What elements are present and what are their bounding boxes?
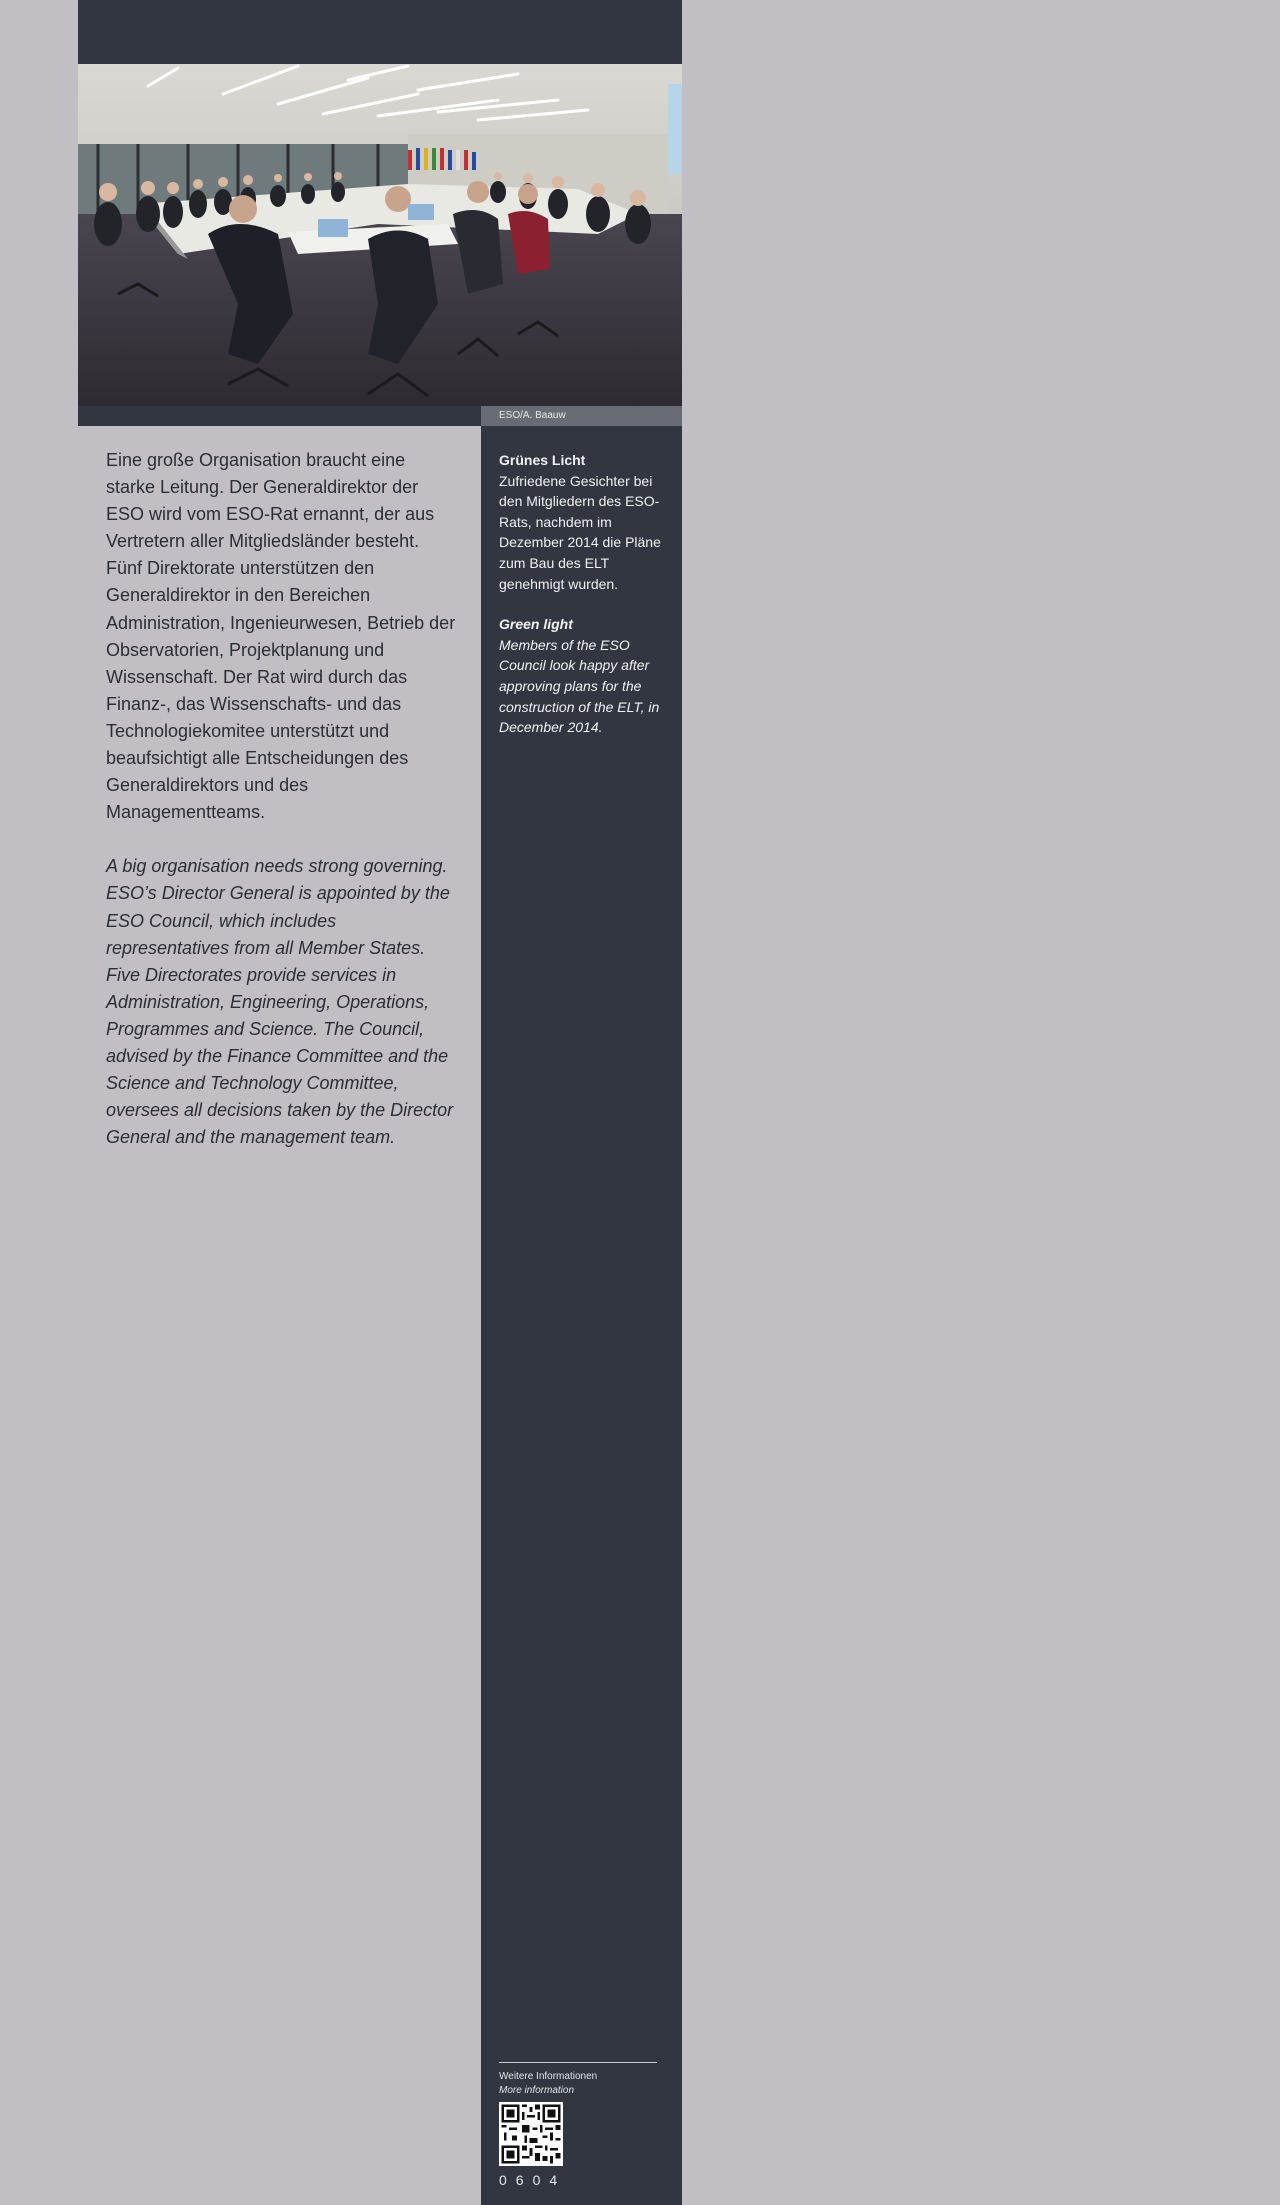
photo-caption bbox=[499, 450, 669, 738]
more-info-label-en: More information bbox=[499, 2085, 575, 2096]
photo-bottom-strip bbox=[78, 406, 481, 426]
main-text-en: A big organisation needs strong governing. ESO’s Director General is appointed by the ESO Council, which includes representatives from all Member States. Five Directorates provide services in Administration, Engineering, Operations, Programmes and Science. The Council, advised by the Finance Committee and the Science and Technology Committee, oversees all decisions taken by the Director General and the management team. bbox=[106, 856, 454, 1148]
qr-code-icon[interactable] bbox=[499, 2102, 563, 2166]
caption-text-en: Members of the ESO Council look happy after approving plans for the construction of the ELT, in December 2014. bbox=[499, 636, 660, 736]
top-band bbox=[78, 0, 682, 64]
main-text-de: Eine große Organisation braucht eine starke Leitung. Der Generaldirektor der ESO wird vom ESO-Rat ernannt, der aus Vertretern aller Mitgliedsländer besteht. Fünf Direktorate unterstützen den Generaldirektor in den Bereichen Administration, Ingenieurwesen, Betrieb der Observatorien, Projektplanung und Wissenschaft. Der Rat wird durch das Finanz-, das Wissenschafts- und das Technologiekomitee unterstützt und beaufsichtigt alle Entscheidungen des Generaldirektors und des Managementteams. bbox=[106, 450, 456, 823]
caption-title-de: Grünes Licht bbox=[499, 452, 586, 468]
caption-text-de: Zufriedene Gesichter bei den Mitgliedern des ESO-Rats, nachdem im Dezember 2014 die Pläne zum Bau des ELT genehmigt wurden. bbox=[499, 472, 661, 592]
more-info-label-de: Weitere Informationen bbox=[499, 2071, 598, 2082]
main-text bbox=[106, 447, 456, 1151]
caption-title-en: Green light bbox=[499, 616, 573, 633]
council-photo bbox=[78, 64, 682, 406]
photo-credit: ESO/A. Baauw bbox=[481, 406, 682, 426]
reference-code: 0604 bbox=[499, 2172, 567, 2188]
sidebar bbox=[481, 426, 682, 2205]
footer-divider bbox=[499, 2062, 657, 2063]
